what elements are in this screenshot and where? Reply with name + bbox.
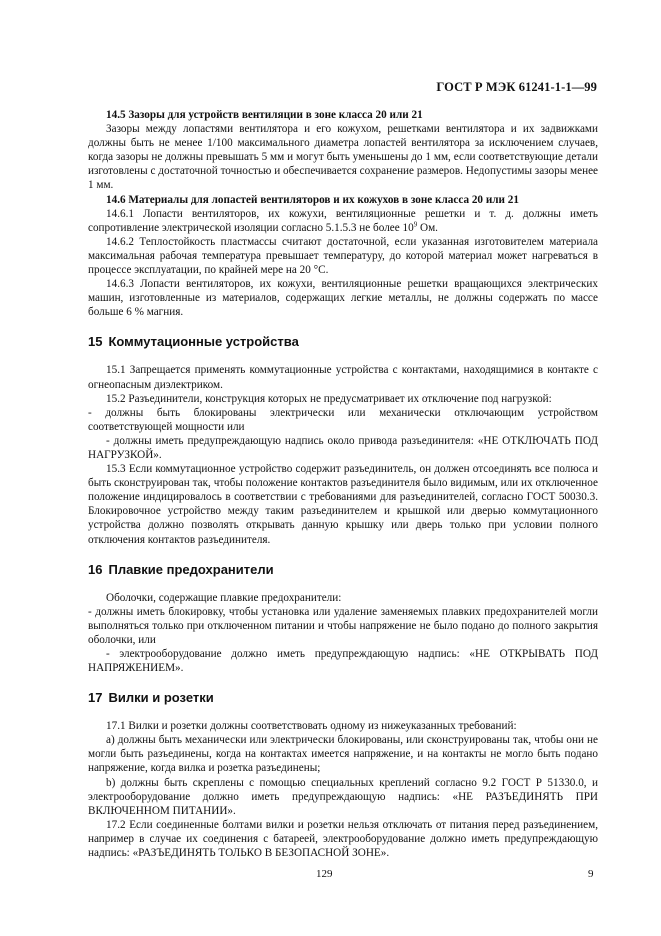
list-item: - должны иметь предупреждающую надпись около привода разъединителя: «НЕ ОТКЛЮЧАТЬ ПОД НАГРУЗКОЙ». (88, 434, 598, 461)
section-title: Вилки и розетки (108, 690, 214, 706)
subsection-title-14-6: 14.6 Материалы для лопастей вентиляторов и их кожухов в зоне класса 20 или 21 (106, 193, 519, 206)
paragraph-text: Ом. (417, 221, 438, 234)
paragraph-17-2: 17.2 Если соединенные болтами вилки и розетки нельзя отключать от питания перед разъединением, например в случае их соединения с батареей, электрооборудование должно иметь предупреждающую надпись: «РАЗЪЕДИНЯТЬ ТОЛЬКО В БЕЗОПАСНОЙ ЗОНЕ». (88, 818, 598, 860)
paragraph-text: 14.6.1 Лопасти вентиляторов, их кожухи, вентиляционные решетки и т. д. должны иметь сопротивление электрической изоляции согласно 5.1.5.3 не более 10 (88, 207, 598, 234)
section-heading-16 (88, 562, 598, 578)
section-heading-17 (88, 690, 598, 706)
paragraph-14-6-1 (88, 207, 598, 235)
page-number: 9 (588, 868, 594, 880)
list-item: - должны быть блокированы электрически или механически отключающим устройством соответствующей мощности или (88, 406, 598, 433)
section-heading-15 (88, 334, 598, 350)
section-number: 15 (88, 334, 103, 350)
section-number: 16 (88, 561, 103, 577)
page-content (88, 108, 598, 860)
list-item: - электрооборудование должно иметь предупреждающую надпись: «НЕ ОТКРЫВАТЬ ПОД НАПРЯЖЕНИЕМ». (88, 648, 598, 675)
page-number-center: 129 (316, 868, 333, 880)
paragraph-15-2: 15.2 Разъединители, конструкция которых не предусматривает их отключение под нагрузкой: (106, 392, 552, 405)
section-title: Плавкие предохранители (108, 561, 274, 577)
list-item: а) должны быть механически или электрически блокированы, или сконструированы так, чтобы они не могли быть разъединены, когда на контактах имеется напряжение, и на контакты не могло быть подано напряжение, когда вилка и розетка разъединены; (88, 734, 598, 775)
paragraph: Оболочки, содержащие плавкие предохранители: (106, 591, 342, 604)
section-number: 17 (88, 690, 103, 706)
paragraph-15-3: 15.3 Если коммутационное устройство содержит разъединитель, он должен отсоединять все полюса и быть сконструирован так, чтобы положение контактов разъединителя было видимым, или их отключенное положение индицировалось в соответствии с требованиями для разъединителей, согласно ГОСТ 50030.3. Блокировочное устройство между таким разъединителем и крышкой или дверью коммутационного устройства должно позволять открывать данную крышку или дверь только при условии полного отключения контактов разъединителя. (88, 463, 598, 546)
paragraph-14-6-3: 14.6.3 Лопасти вентиляторов, их кожухи, вентиляционные решетки вращающихся электрических машин, изготовленные из материалов, содержащих легкие металлы, не должны содержать по массе больше 6 % магния. (88, 278, 598, 319)
list-item: b) должны быть скреплены с помощью специальных креплений согласно 9.2 ГОСТ Р 51330.0, и электрооборудование должно иметь предупреждающую надпись: «НЕ РАЗЪЕДИНЯТЬ ПРИ ВКЛЮЧЕННОМ ПИТАНИИ». (88, 776, 598, 817)
section-title: Коммутационные устройства (108, 334, 299, 350)
subsection-title-14-5: 14.5 Зазоры для устройств вентиляции в зоне класса 20 или 21 (106, 109, 423, 121)
paragraph-14-6-2: 14.6.2 Теплостойкость пластмассы считают достаточной, если указанная изготовителем материала максимальная рабочая температура превышает температуру, до которой материал может нагреваться в процессе эксплуатации, по крайней мере на 20 °С. (88, 235, 598, 277)
paragraph-15-1: 15.1 Запрещается применять коммутационные устройства с контактами, находящимися в контакте с огнеопасным диэлектриком. (88, 364, 598, 391)
paragraph-17-1: 17.1 Вилки и розетки должны соответствовать одному из нижеуказанных требований: (106, 720, 517, 733)
document-header: ГОСТ Р МЭК 61241-1-1—99 (436, 80, 597, 94)
list-item: - должны иметь блокировку, чтобы установка или удаление заменяемых плавких предохранителей могли выполняться только при отключенном питании и чтобы напряжение не было подано до полного закрытия оболочки, или (88, 605, 598, 646)
superscript: 9 (413, 220, 418, 229)
paragraph: Зазоры между лопастями вентилятора и его кожухом, решетками вентилятора и их задвижками должны быть не менее 1/100 максимального диаметра лопастей вентилятора за исключением случаев, когда зазоры не должны превышать 5 мм и могут быть уменьшены до 1 мм, если соответствующие детали изготовлены с достаточной точностью и обеспечивается сохранение размеров. Недопустимы зазоры менее 1 мм. (88, 123, 598, 192)
